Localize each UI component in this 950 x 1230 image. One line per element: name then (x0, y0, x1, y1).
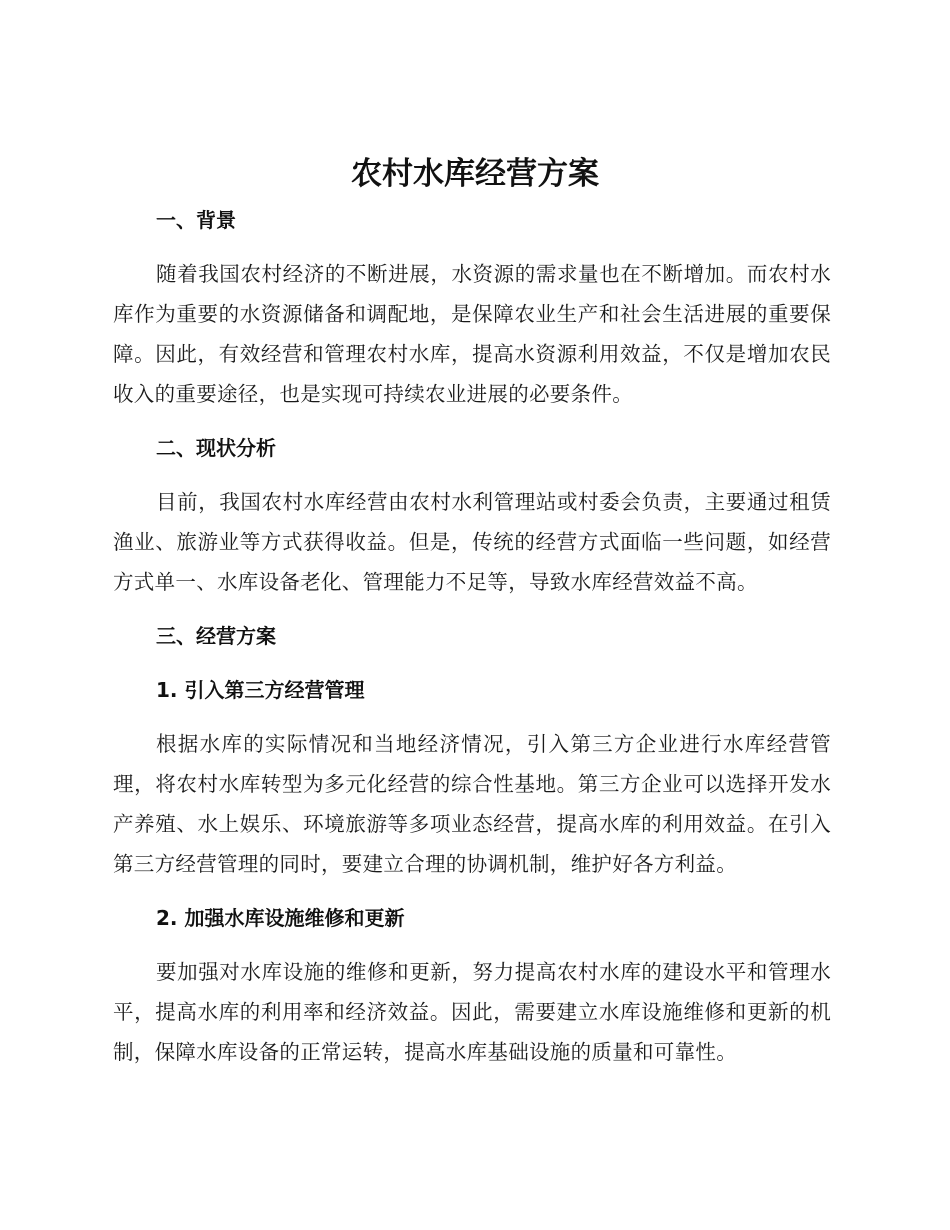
section-heading-operation-plan: 三、经营方案 (156, 624, 276, 648)
section-paragraph-status-analysis: 目前，我国农村水库经营由农村水利管理站或村委会负责，主要通过租赁渔业、旅游业等方式获得收益。但是，传统的经营方式面临一些问题，如经营方式单一、水库设备老化、管理能力不足等，导致水库经营效益不高。 (113, 490, 831, 594)
document-body (113, 200, 831, 1072)
subsection-heading-third-party: 1. 引入第三方经营管理 (156, 678, 365, 702)
subsection-heading-facility-maintenance: 2. 加强水库设施维修和更新 (156, 906, 405, 930)
subsection-paragraph-third-party: 根据水库的实际情况和当地经济情况，引入第三方企业进行水库经营管理，将农村水库转型为多元化经营的综合性基地。第三方企业可以选择开发水产养殖、水上娱乐、环境旅游等多项业态经营，提高水库的利用效益。在引入第三方经营管理的同时，要建立合理的协调机制，维护好各方利益。 (113, 732, 831, 876)
section-heading-background: 一、背景 (156, 208, 236, 232)
section-heading-status-analysis: 二、现状分析 (156, 436, 276, 460)
subsection-paragraph-facility-maintenance: 要加强对水库设施的维修和更新，努力提高农村水库的建设水平和管理水平，提高水库的利用率和经济效益。因此，需要建立水库设施维修和更新的机制，保障水库设备的正常运转，提高水库基础设施的质量和可靠性。 (113, 960, 831, 1064)
section-paragraph-background: 随着我国农村经济的不断进展，水资源的需求量也在不断增加。而农村水库作为重要的水资源储备和调配地，是保障农业生产和社会生活进展的重要保障。因此，有效经营和管理农村水库，提高水资源利用效益，不仅是增加农民收入的重要途径，也是实现可持续农业进展的必要条件。 (113, 262, 831, 406)
document-title: 农村水库经营方案 (351, 156, 599, 192)
